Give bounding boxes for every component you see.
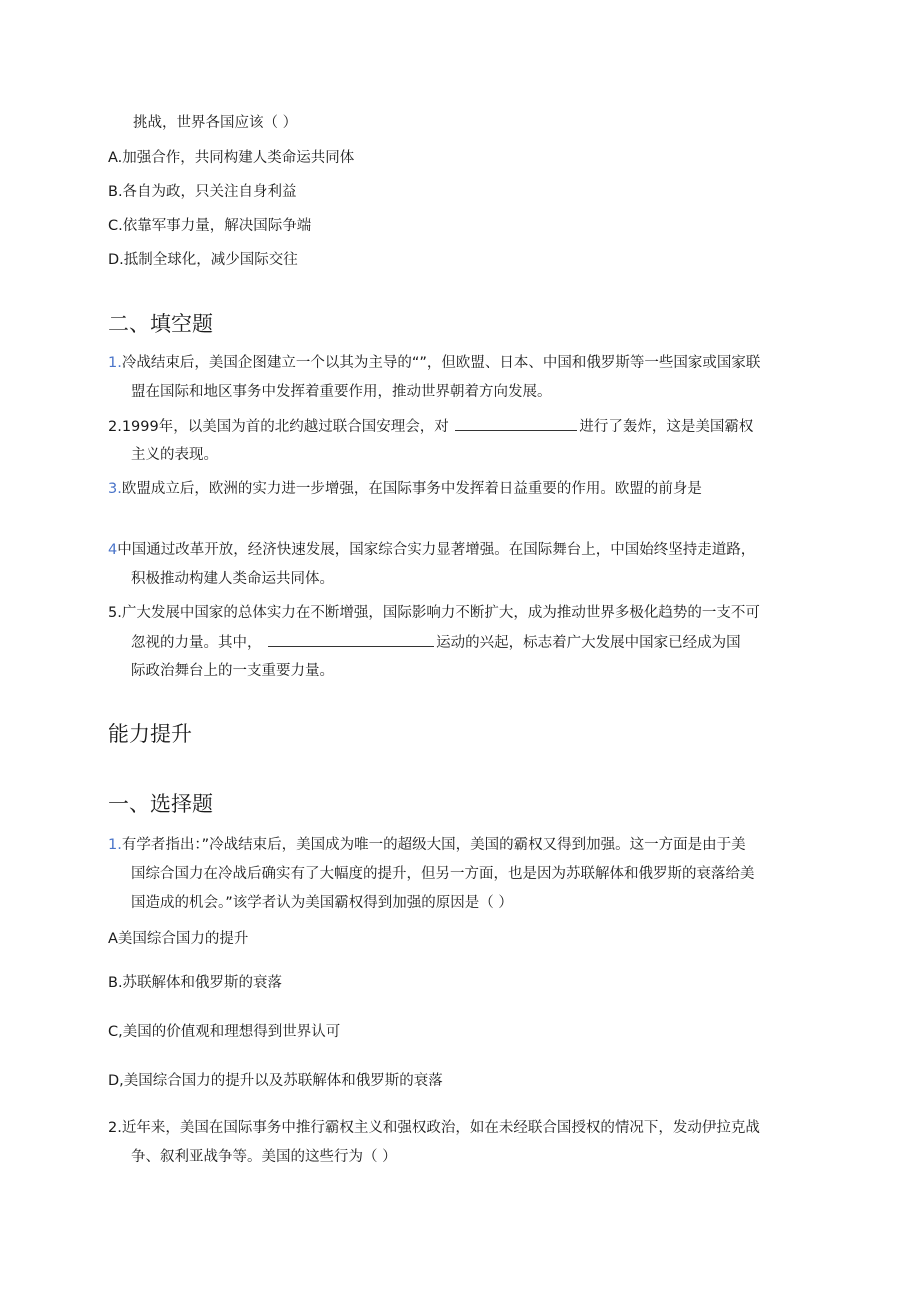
- fill-q3-line1: [108, 479, 702, 499]
- fill-q1-line1: [108, 353, 760, 373]
- question-number: 1.: [108, 837, 122, 853]
- fill-q2-line1: [108, 416, 753, 437]
- section-heading-fill-blank: 二、填空题: [108, 312, 213, 336]
- fill-q5-line1: 5.广大发展中国家的总体实力在不断增强，国际影响力不断扩大，成为推动世界多极化趋势的一支不可: [108, 605, 760, 621]
- answer-blank[interactable]: [455, 416, 577, 431]
- question-number: 4: [108, 542, 118, 558]
- choice-q2-line1: 2.近年来，美国在国际事务中推行霸权主义和强权政治，如在未经联合国授权的情况下，发动伊拉克战: [108, 1120, 760, 1136]
- option-d: D,美国综合国力的提升以及苏联解体和俄罗斯的衰落: [108, 1073, 443, 1089]
- fill-q5-line3: 际政治舞台上的一支重要力量。: [131, 663, 334, 679]
- question-number: 3.: [108, 481, 122, 497]
- question-text: 进行了轰炸，这是美国霸权: [579, 419, 754, 435]
- question-text: 冷战结束后，美国企图建立一个以其为主导的“”，但欧盟、日本、中国和俄罗斯等一些国家或国家联: [121, 355, 761, 371]
- section-heading-choice: 一、选择题: [108, 792, 213, 816]
- question-text: 欧盟成立后，欧洲的实力进一步增强，在国际事务中发挥着日益重要的作用。欧盟的前身是: [121, 481, 702, 497]
- section-heading-ability: 能力提升: [108, 722, 192, 746]
- question-text: 运动的兴起，标志着广大发展中国家已经成为国: [436, 635, 741, 651]
- choice-q1-line1: [108, 835, 746, 855]
- question-text: 忽视的力量。其中，: [131, 635, 262, 651]
- option-a: A美国综合国力的提升: [108, 931, 249, 947]
- question-text: 有学者指出：”冷战结束后，美国成为唯一的超级大国，美国的霸权又得到加强。这一方面是由于美: [121, 837, 746, 853]
- choice-q2-line2: 争、叙利亚战争等。美国的这些行为（ ）: [131, 1149, 397, 1165]
- option-b: B.苏联解体和俄罗斯的衰落: [108, 975, 283, 991]
- fill-q5-line2: [131, 632, 741, 653]
- question-text: 中国通过改革开放，经济快速发展，国家综合实力显著增强。在国际舞台上，中国始终坚持走道路，: [117, 542, 756, 558]
- question-number: 1.: [108, 355, 122, 371]
- option-d: D.抵制全球化，减少国际交往: [108, 252, 298, 268]
- option-c: C,美国的价值观和理想得到世界认可: [108, 1024, 341, 1040]
- option-c: C.依靠军事力量，解决国际争端: [108, 218, 312, 234]
- question-stem-continuation: 挑战，世界各国应该（ ）: [133, 115, 298, 131]
- option-b: B.各自为政，只关注自身利益: [108, 184, 297, 200]
- choice-q1-line2: 国综合国力在冷战后确实有了大幅度的提升，但另一方面，也是因为苏联解体和俄罗斯的衰落给美: [131, 866, 755, 882]
- answer-blank[interactable]: [268, 632, 434, 647]
- fill-q2-line2: 主义的表现。: [131, 447, 218, 463]
- fill-q4-line1: [108, 540, 755, 560]
- fill-q1-line2: 盟在国际和地区事务中发挥着重要作用，推动世界朝着方向发展。: [131, 384, 552, 400]
- option-a: A.加强合作，共同构建人类命运共同体: [108, 150, 355, 166]
- choice-q1-line3: 国造成的机会。”该学者认为美国霸权得到加强的原因是（ ）: [131, 895, 513, 911]
- fill-q4-line2: 积极推动构建人类命运共同体。: [131, 571, 334, 587]
- question-text: 2.1999年，以美国为首的北约越过联合国安理会，对: [108, 419, 449, 435]
